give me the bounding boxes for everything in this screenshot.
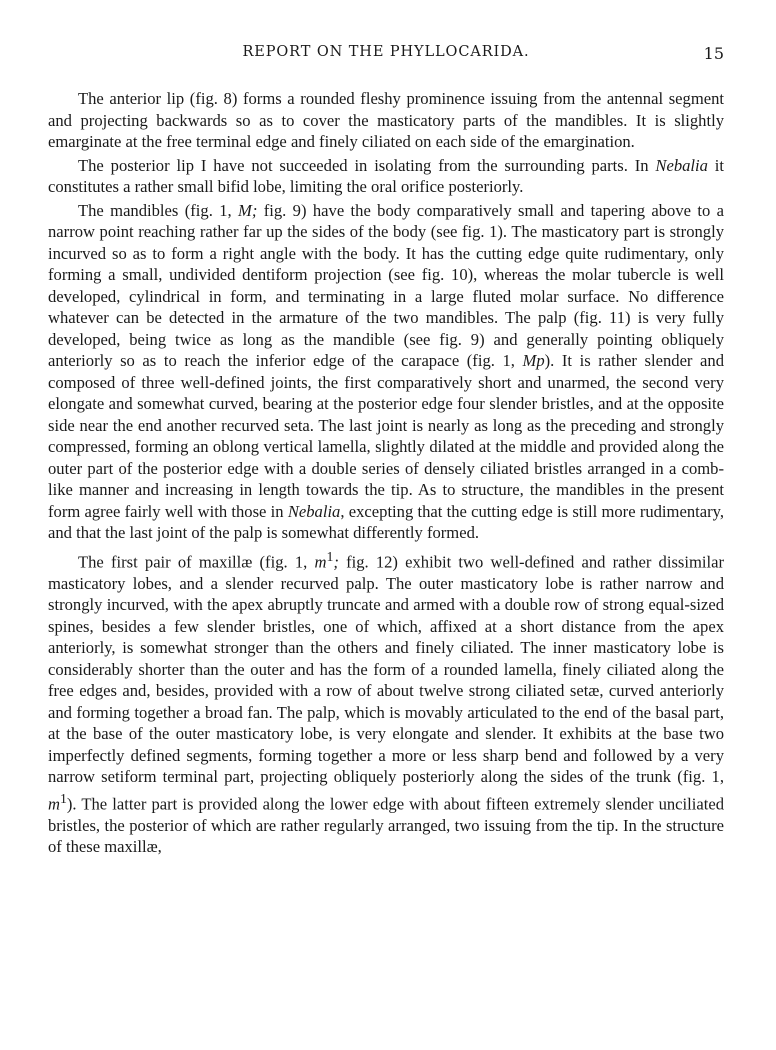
paragraph-anterior-lip: The anterior lip (fig. 8) forms a rounded fleshy prominence issuing from the antennal segment and projecting backwards so as to cover the masticatory parts of the mandibles. It is slightly emarginate at the free terminal edge and finely ciliated on each side of the emargination. bbox=[48, 89, 724, 151]
paragraph-first-maxillae: The first pair of maxillæ (fig. 1, $m^1$; fig. 12) exhibit two well-defined and rather dissimilar masticatory lobes, and a slender recurved palp. The outer masticatory lobe is rather narrow and strongly incurved, with the apex abruptly truncate and armed with a double row of strong equal-sized spines, besides a few slender bristles, one of which, affixed at a short distance from the apex anteriorly, is somewhat stronger than the others and finely ciliated. The inner masticatory lobe is considerably shorter than the outer and has the form of a rounded lamella, finely ciliated along the free edges and, besides, provided with a row of about twelve strong ciliated setæ, curved anteriorly and forming together a broad fan. The palp, which is movably articulated to the end of the basal part, at the base of the outer masticatory lobe, is very elongate and slender. It exhibits at the base two imperfectly defined segments, forming together a more or less sharp bend and followed by a very narrow setiform terminal part, projecting obliquely posteriorly along the sides of the trunk (fig. 1, $m^1$). The latter part is provided along the lower edge with about fifteen extremely slender unciliated bristles, the posterior of which are rather regularly arranged, two issuing from the tip. In the structure of these maxillæ, bbox=[48, 548, 724, 857]
running-head: REPORT ON THE PHYLLOCARIDA. bbox=[242, 44, 530, 60]
page-header bbox=[48, 44, 724, 68]
paragraph-mandibles: The mandibles (fig. 1, M; fig. 9) have the body comparatively small and tapering above to a narrow point reaching rather far up the sides of the body (see fig. 1). The masticatory part is strongly incurved so as to form a right angle with the body. It has the cutting edge quite rudimentary, only forming a small, undivided dentiform projection (see fig. 10), whereas the molar tubercle is well developed, cylindrical in form, and terminating in a large fluted molar surface. No difference whatever can be detected in the armature of the two mandibles. The palp (fig. 11) is very fully developed, being twice as long as the mandible (see fig. 9) and generally pointing obliquely anteriorly so as to reach the inferior edge of the carapace (fig. 1, Mp). It is rather slender and composed of three well-defined joints, the first comparatively short and unarmed, the second very elongate and somewhat curved, bearing at the posterior edge four slender bristles, and at the opposite side near the end another recurved seta. The last joint is nearly as long as the preceding and strongly compressed, forming an oblong vertical lamella, slightly dilated at the middle and provided along the outer part of the posterior edge with a double series of densely ciliated bristles arranged in a comb-like manner and increasing in length towards the tip. As to structure, the mandibles in the present form agree fairly well with those in Nebalia, excepting that the cutting edge is still more rudimentary, and that the last joint of the palp is somewhat differently formed. bbox=[48, 200, 725, 542]
paragraph-posterior-lip: The posterior lip I have not succeeded in isolating from the surrounding parts. In Nebalia it constitutes a rather small bifid lobe, limiting the oral orifice posteriorly. bbox=[48, 155, 725, 196]
page-number: 15 bbox=[703, 44, 724, 63]
body-text bbox=[48, 88, 724, 858]
